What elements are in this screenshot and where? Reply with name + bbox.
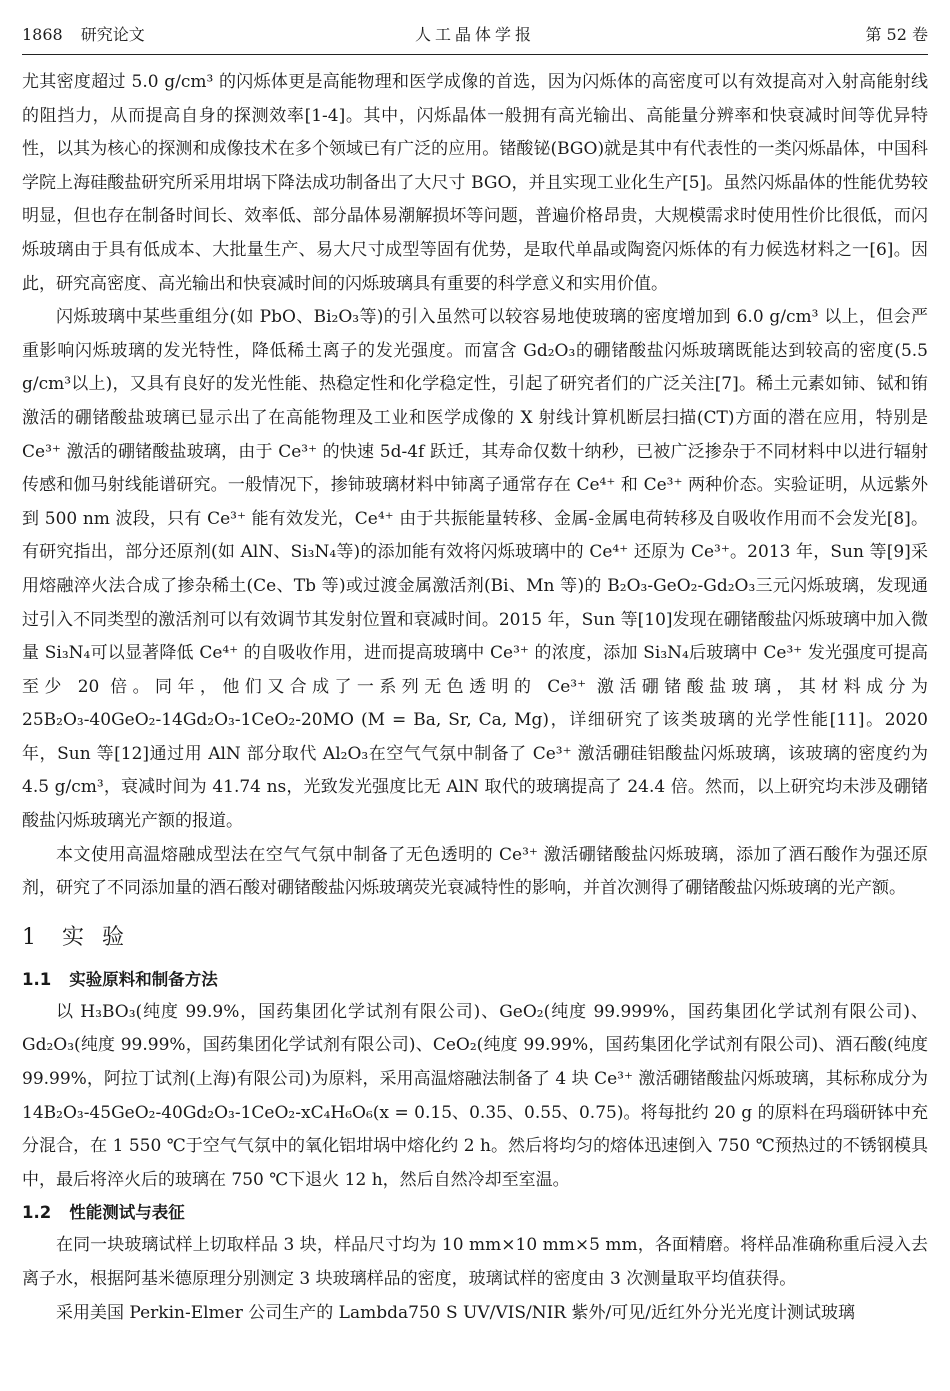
subsection-heading-materials xyxy=(22,964,928,996)
paragraph-spectrometer: 采用美国 Perkin-Elmer 公司生产的 Lambda750 S UV/VIS/NIR 紫外/可见/近红外分光光度计测试玻璃 xyxy=(56,1302,855,1323)
subsection-heading-characterization xyxy=(22,1197,928,1229)
paragraph-materials: 以 H₃BO₃(纯度 99.9%，国药集团化学试剂有限公司)、GeO₂(纯度 99.999%，国药集团化学试剂有限公司)、Gd₂O₃(纯度 99.99%，国药集团化学试剂有限公司)、CeO₂(纯度 99.99%，国药集团化学试剂有限公司)、酒石酸(纯度 99.99%，阿拉丁试剂(上海)有限公司)为原料，采用高温熔融法制备了 4 块 Ce³⁺ 激活硼锗酸盐闪烁玻璃，其标称成分为 14B₂O₃-45GeO₂-40Gd₂O₃-1CeO₂-xC₄H₆O₆(x = 0.15、0.35、0.55、0.75)。将每批约 20 g 的原料在玛瑙研钵中充分混合，在 1 550 ℃于空气气氛中的氧化铝坩埚中熔化约 2 h。然后将均匀的熔体迅速倒入 750 ℃预热过的不锈钢模具中，最后将淬火后的玻璃在 750 ℃下退火 12 h，然后自然冷却至室温。 xyxy=(22,1001,928,1190)
journal-title: 人工晶体学报 xyxy=(414,25,535,44)
header-rule xyxy=(22,54,928,55)
section-heading-experiment xyxy=(22,918,928,958)
subsection-number: 1.2 xyxy=(22,1203,52,1223)
page-number: 1868 xyxy=(22,25,63,44)
subsection-number: 1.1 xyxy=(22,969,52,989)
paragraph-density-test: 在同一块玻璃试样上切取样品 3 块，样品尺寸均为 10 mm×10 mm×5 mm，各面精磨。将样品准确称重后浸入去离子水，根据阿基米德原理分别测定 3 块玻璃样品的密度，玻璃试样的密度由 3 次测量取平均值获得。 xyxy=(22,1235,928,1289)
article-body xyxy=(22,66,928,1330)
article-category: 研究论文 xyxy=(80,25,145,44)
subsection-title-text: 实验原料和制备方法 xyxy=(69,969,218,989)
section-title-text: 实验 xyxy=(62,924,143,950)
section-number: 1 xyxy=(22,924,36,950)
paragraph-objective: 本文使用高温熔融成型法在空气气氛中制备了无色透明的 Ce³⁺ 激活硼锗酸盐闪烁玻璃，添加了酒石酸作为强还原剂，研究了不同添加量的酒石酸对硼锗酸盐闪烁玻璃荧光衰减特性的影响，并首次测得了硼锗酸盐闪烁玻璃的光产额。 xyxy=(22,844,928,899)
paragraph-intro-continued: 尤其密度超过 5.0 g/cm³ 的闪烁体更是高能物理和医学成像的首选，因为闪烁体的高密度可以有效提高对入射高能射线的阻挡力，从而提高自身的探测效率[1-4]。其中，闪烁晶体一般拥有高光输出、高能量分辨率和快衰减时间等优异特性，以其为核心的探测和成像技术在多个领域已有广泛的应用。锗酸铋(BGO)就是其中有代表性的一类闪烁晶体，中国科学院上海硅酸盐研究所采用坩埚下降法成功制备出了大尺寸 BGO，并且实现工业化生产[5]。虽然闪烁晶体的性能优势较明显，但也存在制备时间长、效率低、部分晶体易潮解损坏等问题，普遍价格昂贵，大规模需求时使用性价比很低，而闪烁玻璃由于具有低成本、大批量生产、易大尺寸成型等固有优势，是取代单晶或陶瓷闪烁体的有力候选材料之一[6]。因此，研究高密度、高光输出和快衰减时间的闪烁玻璃具有重要的科学意义和实用价值。 xyxy=(22,72,928,294)
page-header xyxy=(22,0,928,54)
paragraph-background: 闪烁玻璃中某些重组分(如 PbO、Bi₂O₃等)的引入虽然可以较容易地使玻璃的密度增加到 6.0 g/cm³ 以上，但会严重影响闪烁玻璃的发光特性，降低稀土离子的发光强度。而富含 Gd₂O₃的硼锗酸盐闪烁玻璃既能达到较高的密度(5.5 g/cm³以上)，又具有良好的发光性能、热稳定性和化学稳定性，引起了研究者们的广泛关注[7]。稀土元素如铈、铽和铕激活的硼锗酸盐玻璃已显示出了在高能物理及工业和医学成像的 X 射线计算机断层扫描(CT)方面的潜在应用，特别是 Ce³⁺ 激活的硼锗酸盐玻璃，由于 Ce³⁺ 的快速 5d-4f 跃迁，其寿命仅数十纳秒，已被广泛掺杂于不同材料中以进行辐射传感和伽马射线能谱研究。一般情况下，掺铈玻璃材料中铈离子通常存在 Ce⁴⁺ 和 Ce³⁺ 两种价态。实验证明，从远紫外到 500 nm 波段，只有 Ce³⁺ 能有效发光，Ce⁴⁺ 由于共振能量转移、金属-金属电荷转移及自吸收作用而不会发光[8]。有研究指出，部分还原剂(如 AlN、Si₃N₄等)的添加能有效将闪烁玻璃中的 Ce⁴⁺ 还原为 Ce³⁺。2013 年，Sun 等[9]采用熔融淬火法合成了掺杂稀土(Ce、Tb 等)或过渡金属激活剂(Bi、Mn 等)的 B₂O₃-GeO₂-Gd₂O₃三元闪烁玻璃，发现通过引入不同类型的激活剂可以有效调节其发射位置和衰减时间。2015 年，Sun 等[10]发现在硼锗酸盐闪烁玻璃中加入微量 Si₃N₄可以显著降低 Ce⁴⁺ 的自吸收作用，进而提高玻璃中 Ce³⁺ 的浓度，添加 Si₃N₄后玻璃中 Ce³⁺ 发光强度可提高至少 20 倍。同年，他们又合成了一系列无色透明的 Ce³⁺ 激活硼锗酸盐玻璃，其材料成分为 25B₂O₃-40GeO₂-14Gd₂O₃-1CeO₂-20MO (M = Ba, Sr, Ca, Mg)，详细研究了该类玻璃的光学性能[11]。2020 年，Sun 等[12]通过用 AlN 部分取代 Al₂O₃在空气气氛中制备了 Ce³⁺ 激活硼硅铝酸盐闪烁玻璃，该玻璃的密度约为 4.5 g/cm³，衰减时间为 41.74 ns，光致发光强度比无 AlN 取代的玻璃提高了 24.4 倍。然而，以上研究均未涉及硼锗酸盐闪烁玻璃光产额的报道。 xyxy=(22,307,928,832)
volume-label: 第 52 卷 xyxy=(865,25,928,44)
subsection-title-text: 性能测试与表征 xyxy=(69,1203,185,1223)
